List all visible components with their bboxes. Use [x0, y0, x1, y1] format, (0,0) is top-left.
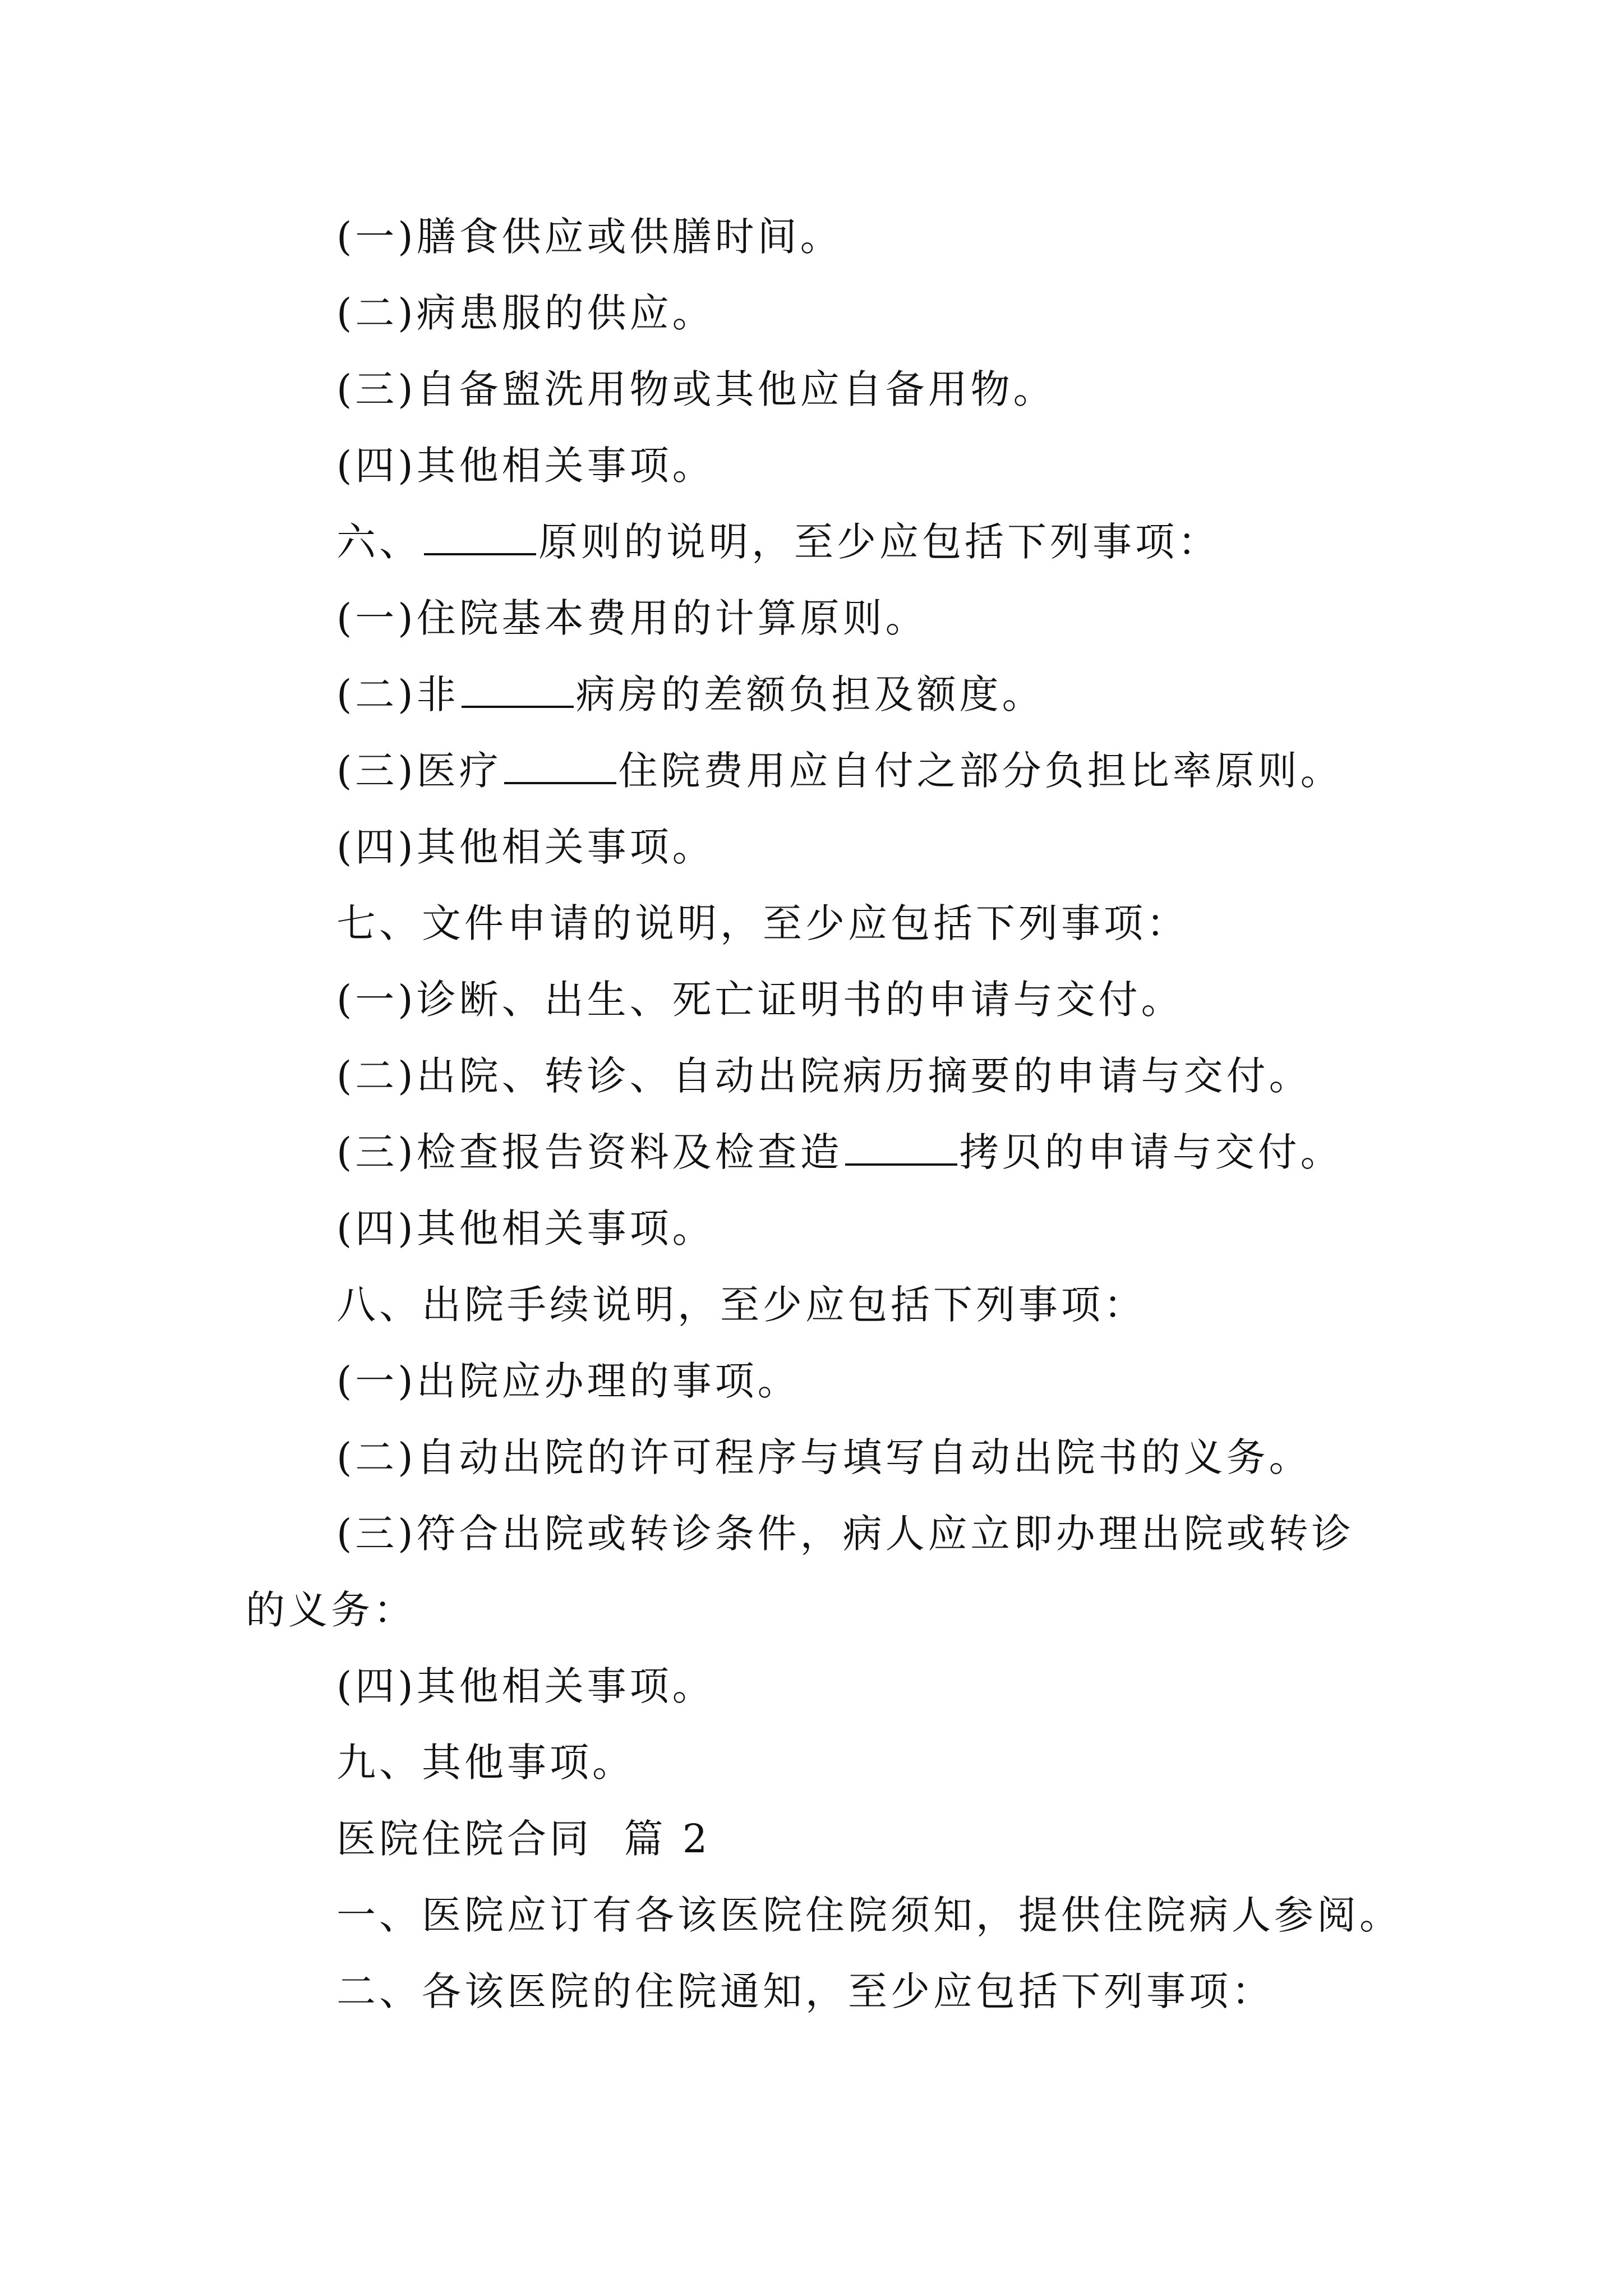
text-line: (四)其他相关事项。 [336, 443, 715, 489]
text-segment: (三)检查报告资料及检查造 [336, 1129, 843, 1175]
text-line: (一)膳食供应或供膳时间。 [336, 214, 843, 260]
fill-in-blank [504, 748, 616, 784]
text-line: (四)其他相关事项。 [336, 1205, 715, 1251]
text-line: (二)出院、转诊、自动出院病历摘要的申请与交付。 [336, 1053, 1312, 1099]
text-line [336, 666, 1045, 723]
text-line [336, 1124, 1343, 1180]
text-line: 的义务： [246, 1587, 416, 1633]
text-line: (一)诊断、出生、死亡证明书的申请与交付。 [336, 977, 1184, 1023]
text-segment: 拷贝的申请与交付。 [959, 1129, 1343, 1175]
text-segment: 病房的差额负担及额度。 [575, 671, 1045, 717]
text-line [336, 514, 1220, 570]
text-line: (二)病患服的供应。 [336, 290, 715, 336]
text-line: (二)自动出院的许可程序与填写自动出院书的义务。 [336, 1434, 1312, 1480]
text-line: (一)出院应办理的事项。 [336, 1358, 800, 1404]
text-line: (四)其他相关事项。 [336, 1663, 715, 1709]
text-line: (一)住院基本费用的计算原则。 [336, 595, 928, 641]
text-segment: (三)医疗 [336, 748, 502, 794]
text-line: 二、各该医院的住院通知，至少应包括下列事项： [336, 1968, 1274, 2014]
text-line: 九、其他事项。 [336, 1740, 635, 1786]
text-line [336, 743, 1343, 799]
text-line: 一、医院应订有各该医院住院须知，提供住院病人参阅。 [336, 1892, 1402, 1938]
fill-in-blank [845, 1130, 957, 1166]
text-segment: 六、 [336, 519, 422, 565]
text-line: 八、出院手续说明，至少应包括下列事项： [336, 1282, 1146, 1328]
text-segment: 原则的说明，至少应包括下列事项： [538, 519, 1220, 565]
text-segment: 住院费用应自付之部分负担比率原则。 [618, 748, 1343, 794]
fill-in-blank [424, 519, 536, 555]
text-line: (三)自备盥洗用物或其他应自备用物。 [336, 366, 1056, 412]
section-heading: 医院住院合同 篇 2 [336, 1816, 711, 1862]
text-segment: (二)非 [336, 671, 459, 717]
text-line: (三)符合出院或转诊条件，病人应立即办理出院或转诊 [336, 1511, 1354, 1557]
fill-in-blank [462, 672, 574, 708]
text-line: (四)其他相关事项。 [336, 824, 715, 870]
text-line: 七、文件申请的说明，至少应包括下列事项： [336, 900, 1189, 946]
